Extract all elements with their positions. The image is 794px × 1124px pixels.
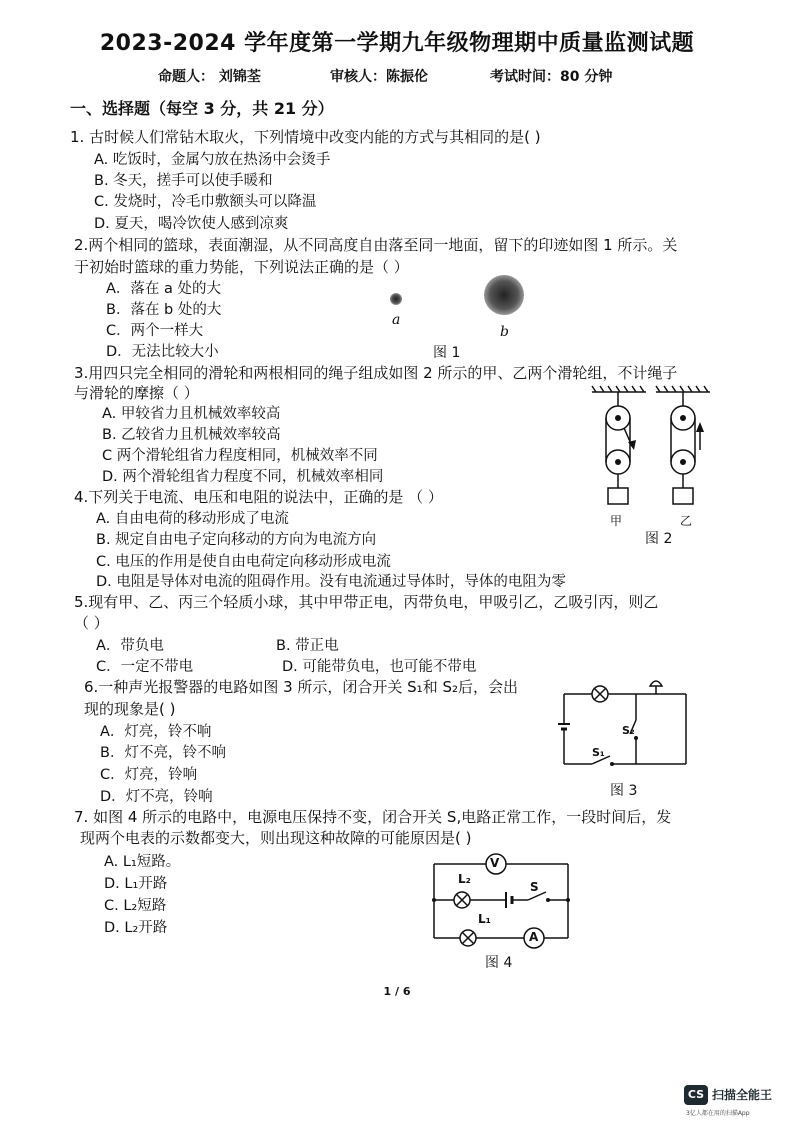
mark-b <box>484 275 524 315</box>
q5-option-d: D. 可能带负电，也可能不带电 <box>282 659 477 675</box>
bell-icon <box>650 681 662 694</box>
q7-option-c: C. L₂短路 <box>104 898 167 914</box>
q7-option-b: D. L₁开路 <box>104 876 168 892</box>
figure-4-caption: 图 4 <box>485 955 513 971</box>
q4-option-a: A. 自由电荷的移动形成了电流 <box>96 511 289 527</box>
figure-1-label-a: a <box>392 312 401 328</box>
author: 命题人： 刘锦荃 <box>158 69 261 85</box>
q6-option-c: C．灯亮，铃响 <box>100 767 198 783</box>
q7-stem-line1: 7. 如图 4 所示的电路中，电源电压保持不变，闭合开关 S,电路正常工作，一段时间后，发 <box>74 808 672 826</box>
q5-option-a: A．带负电 <box>96 638 164 654</box>
q1-option-b: B. 冬天，搓手可以使手暖和 <box>94 173 273 189</box>
figure-1-basketball-marks <box>380 275 540 345</box>
q6-option-a: A．灯亮，铃不响 <box>100 724 212 740</box>
q1-stem: 1. 古时候人们常钻木取火，下列情境中改变内能的方式与其相同的是( ) <box>70 128 541 146</box>
figure-2-label-jia: 甲 <box>610 514 623 528</box>
q5-stem-line2: （ ） <box>74 614 109 632</box>
q4-option-d: D. 电阻是导体对电流的阻碍作用。没有电流通过导体时，导体的电阻为零 <box>96 574 566 590</box>
figure-4-meter-circuit <box>428 850 578 950</box>
q1-option-c: C. 发烧时，冷毛巾敷额头可以降温 <box>94 194 317 210</box>
page-title: 2023-2024 学年度第一学期九年级物理期中质量监测试题 <box>99 31 695 56</box>
q2-option-d: D．无法比较大小 <box>106 344 219 360</box>
q6-option-b: B．灯不亮，铃不响 <box>100 745 226 761</box>
q7-option-a: A. L₁短路。 <box>104 854 181 870</box>
figure-1-label-b: b <box>500 324 509 340</box>
figure-4-label-l2: L₂ <box>458 872 471 886</box>
q3-stem-line2: 与滑轮的摩擦（ ） <box>74 384 199 402</box>
watermark-tagline: 3亿人都在用的扫描App <box>686 1110 750 1117</box>
q1-option-a: A. 吃饭时，金属勺放在热汤中会烫手 <box>94 152 331 168</box>
q1-option-d: D. 夏天，喝冷饮使人感到凉爽 <box>94 216 289 232</box>
reviewer: 审核人：陈振伦 <box>330 69 428 85</box>
figure-4-label-a: A <box>529 930 539 944</box>
figure-3-label-s2: S₂ <box>622 724 635 737</box>
q5-stem-line1: 5.现有甲、乙、丙三个轻质小球，其中甲带正电，丙带负电，甲吸引乙，乙吸引丙，则乙 <box>74 593 659 611</box>
page-number: 1 / 6 <box>383 985 411 998</box>
q6-option-d: D．灯不亮，铃响 <box>100 789 213 805</box>
figure-2-label-yi: 乙 <box>680 514 693 528</box>
q5-option-c: C．一定不带电 <box>96 659 194 675</box>
q3-option-a: A. 甲较省力且机械效率较高 <box>102 406 281 422</box>
yi-weight <box>673 488 693 504</box>
q2-stem-line2: 于初始时篮球的重力势能，下列说法正确的是（ ） <box>74 258 409 276</box>
figure-2-pulleys <box>588 388 718 508</box>
q6-stem-line2: 现的现象是( ) <box>84 700 176 718</box>
q3-option-d: D. 两个滑轮组省力程度不同，机械效率相同 <box>102 469 384 485</box>
q4-option-c: C. 电压的作用是使自由电荷定向移动形成电流 <box>96 554 391 570</box>
jia-weight <box>608 488 628 504</box>
q5-option-b: B. 带正电 <box>276 638 339 654</box>
figure-3-caption: 图 3 <box>610 783 638 799</box>
mark-a <box>390 293 402 305</box>
q2-option-b: B．落在 b 处的大 <box>106 302 222 318</box>
figure-1-caption: 图 1 <box>433 345 461 361</box>
q2-option-c: C．两个一样大 <box>106 323 204 339</box>
figure-4-label-s: S <box>530 880 539 894</box>
scanner-logo-icon: CS <box>684 1085 708 1105</box>
q3-option-c: C 两个滑轮组省力程度相同，机械效率不同 <box>102 448 378 464</box>
figure-4-label-l1: L₁ <box>478 912 491 926</box>
q4-stem: 4.下列关于电流、电压和电阻的说法中，正确的是 （ ） <box>74 488 443 506</box>
q3-option-b: B. 乙较省力且机械效率较高 <box>102 427 281 443</box>
q4-option-b: B. 规定自由电子定向移动的方向为电流方向 <box>96 532 377 548</box>
q3-stem-line1: 3.用四只完全相同的滑轮和两根相同的绳子组成如图 2 所示的甲、乙两个滑轮组，不计绳子 <box>74 364 678 382</box>
q7-stem-line2: 现两个电表的示数都变大，则出现这种故障的可能原因是( ) <box>80 829 472 847</box>
q6-stem-line1: 6.一种声光报警器的电路如图 3 所示，闭合开关 S₁和 S₂后，会出 <box>84 678 518 696</box>
figure-4-label-v: V <box>490 856 500 870</box>
exam-time: 考试时间：80 分钟 <box>490 69 613 85</box>
watermark-brand: 扫描全能王 <box>712 1088 773 1102</box>
q2-stem-line1: 2.两个相同的篮球，表面潮湿，从不同高度自由落至同一地面，留下的印迹如图 1 所示。关 <box>74 236 678 254</box>
section-heading: 一、选择题（每空 3 分，共 21 分） <box>70 99 334 118</box>
q7-option-d: D. L₂开路 <box>104 920 168 936</box>
figure-3-label-s1: S₁ <box>592 746 605 759</box>
q2-option-a: A．落在 a 处的大 <box>106 281 222 297</box>
figure-2-caption: 图 2 <box>645 531 673 547</box>
